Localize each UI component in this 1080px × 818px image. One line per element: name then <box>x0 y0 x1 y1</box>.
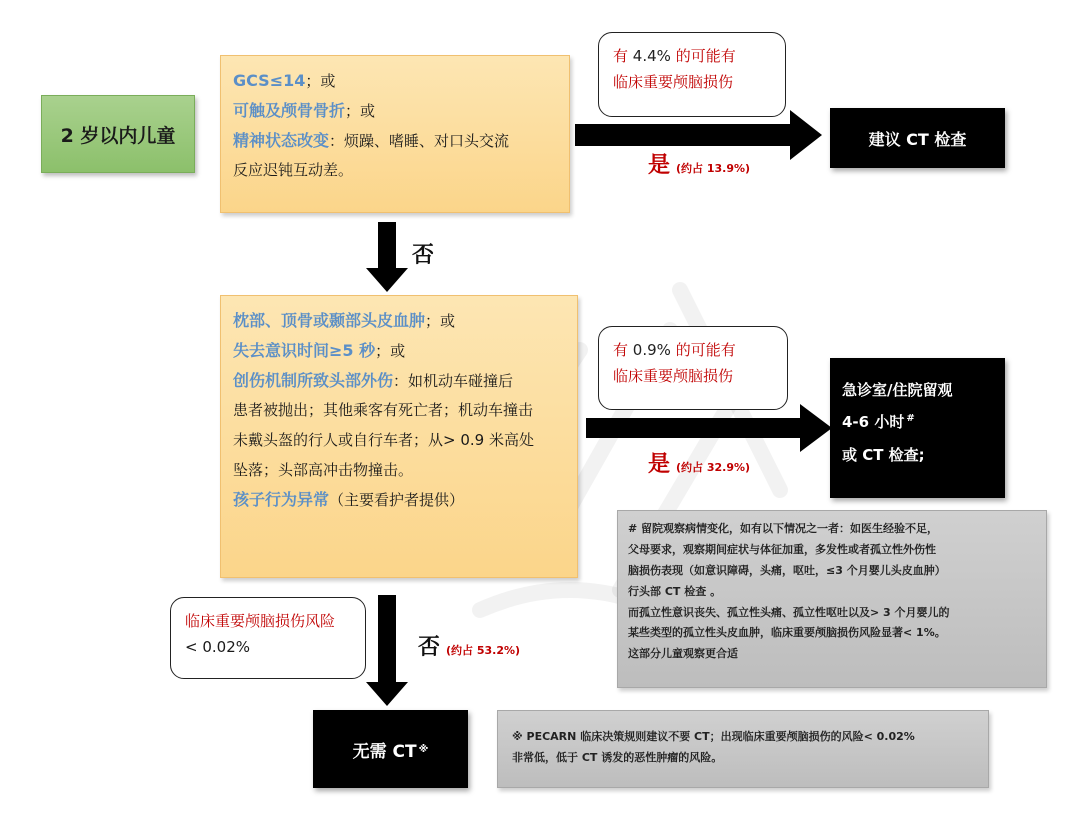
note-line: # 留院观察病情变化，如有以下情况之一者：如医生经验不足， <box>628 522 939 535</box>
note-line: 非常低，低于 CT 诱发的恶性肿瘤的风险。 <box>512 750 723 764</box>
criteria-text: ；或 <box>425 312 456 330</box>
criteria-highlight: 孩子行为异常 <box>233 489 330 509</box>
criteria-highlight: 枕部、顶骨或颞部头皮血肿 <box>233 311 426 330</box>
risk-line <box>613 337 773 363</box>
outcome-ct-recommended <box>830 108 1005 168</box>
no-text: 否 <box>418 635 441 660</box>
risk-callout-low <box>170 597 366 679</box>
criteria-text: 患者被抛出；其他乘客有死亡者；机动车撞击 <box>233 401 534 420</box>
risk-suffix: 的可能有 <box>675 341 736 359</box>
age-group-box <box>41 95 195 173</box>
no-text: 否 <box>412 243 435 268</box>
risk-outcome: 临床重要颅脑损伤风险 <box>185 612 336 630</box>
criteria-line <box>233 395 567 425</box>
risk-line <box>613 43 771 69</box>
yes-text: 是 <box>648 452 671 477</box>
criteria-line <box>233 96 559 126</box>
outcome-line: 或 CT 检查; <box>842 445 925 464</box>
outcome-no-ct <box>313 710 468 788</box>
risk-prefix: 有 <box>613 341 629 359</box>
criteria-text: ；或 <box>305 72 336 90</box>
risk-callout-intermediate <box>598 326 788 410</box>
note-line: 行头部 CT 检查 。 <box>628 584 722 598</box>
criteria-line <box>233 306 567 336</box>
criteria-highlight: GCS≤14 <box>233 71 306 90</box>
risk-callout-high <box>598 32 786 117</box>
note-line: 这部分儿童观察更合适 <box>628 647 738 661</box>
criteria-line <box>233 455 567 485</box>
no-label-2 <box>418 630 520 661</box>
note-line: ※ PECARN 临床决策规则建议不要 CT；出现临床重要颅脑损伤的风险< 0.02% <box>512 730 915 743</box>
outcome-line <box>842 406 993 438</box>
no-percent: (约占 53.2%) <box>446 644 521 657</box>
criteria-line <box>233 425 567 455</box>
no-arrow-2 <box>366 595 408 706</box>
footnote-mark: # <box>906 413 915 425</box>
yes-text: 是 <box>648 153 671 178</box>
outcome-label: 建议 CT 检查 <box>868 129 967 149</box>
criteria-line <box>233 336 567 366</box>
criteria-highlight: 精神状态改变 <box>233 130 330 150</box>
high-risk-criteria-box <box>220 55 570 213</box>
yes-label-1 <box>648 148 750 179</box>
risk-outcome: 临床重要颅脑损伤 <box>613 367 734 386</box>
risk-outcome: 临床重要颅脑损伤 <box>613 73 734 92</box>
criteria-line <box>233 126 559 156</box>
criteria-highlight: 失去意识时间≥5 秒 <box>233 340 376 360</box>
note-line: 脑损伤表现（如意识障碍，头痛，呕吐，≤3 个月婴儿头皮血肿） <box>628 563 946 577</box>
age-group-label: 2 岁以内儿童 <box>60 124 176 147</box>
criteria-line <box>233 485 567 515</box>
yes-percent: (约占 13.9%) <box>676 162 751 175</box>
criteria-highlight: 可触及颅骨骨折 <box>233 100 346 120</box>
yes-label-2 <box>648 447 750 478</box>
risk-value: 0.9% <box>632 341 671 359</box>
risk-prefix: 有 <box>613 47 629 65</box>
outcome-label: 无需 CT <box>352 741 417 762</box>
note-line: 某些类型的孤立性头皮血肿，临床重要颅脑损伤风险显著< 1%。 <box>628 626 946 640</box>
criteria-line <box>233 66 559 96</box>
outcome-observe-or-ct <box>830 358 1005 498</box>
criteria-text: 未戴头盔的行人或自行车者；从> 0.9 米高处 <box>233 431 534 449</box>
no-label-1 <box>412 238 434 269</box>
footnote-mark: ※ <box>418 743 429 755</box>
criteria-text: ：烦躁、嗜睡、对口头交流 <box>329 131 510 150</box>
criteria-text: ；或 <box>375 341 406 360</box>
outcome-line: 急诊室/住院留观 <box>842 381 953 399</box>
intermediate-risk-criteria-box <box>220 295 578 578</box>
criteria-highlight: 创伤机制所致头部外伤 <box>233 370 394 390</box>
observation-note <box>617 510 1047 688</box>
criteria-line <box>233 366 567 396</box>
outcome-duration: 4-6 小时 <box>842 413 905 432</box>
risk-suffix: 的可能有 <box>675 47 736 65</box>
note-line: 而孤立性意识丧失、孤立性头痛、孤立性呕吐以及> 3 个月婴儿的 <box>628 605 950 619</box>
criteria-text: ：如机动车碰撞后 <box>393 371 514 390</box>
criteria-text: （主要看护者提供） <box>329 490 465 509</box>
yes-arrow-2 <box>586 404 832 452</box>
criteria-text: 反应迟钝互动差。 <box>233 161 354 180</box>
risk-value: < 0.02% <box>185 638 250 657</box>
note-line: 父母要求，观察期间症状与体征加重，多发性或者孤立性外伤性 <box>628 542 936 556</box>
criteria-text: 坠落；头部高冲击物撞击。 <box>233 460 414 479</box>
pecarn-note <box>497 710 989 788</box>
yes-percent: (约占 32.9%) <box>676 461 751 474</box>
criteria-text: ；或 <box>345 101 376 120</box>
criteria-line <box>233 155 559 185</box>
risk-value: 4.4% <box>632 47 671 65</box>
no-arrow-1 <box>366 222 408 292</box>
